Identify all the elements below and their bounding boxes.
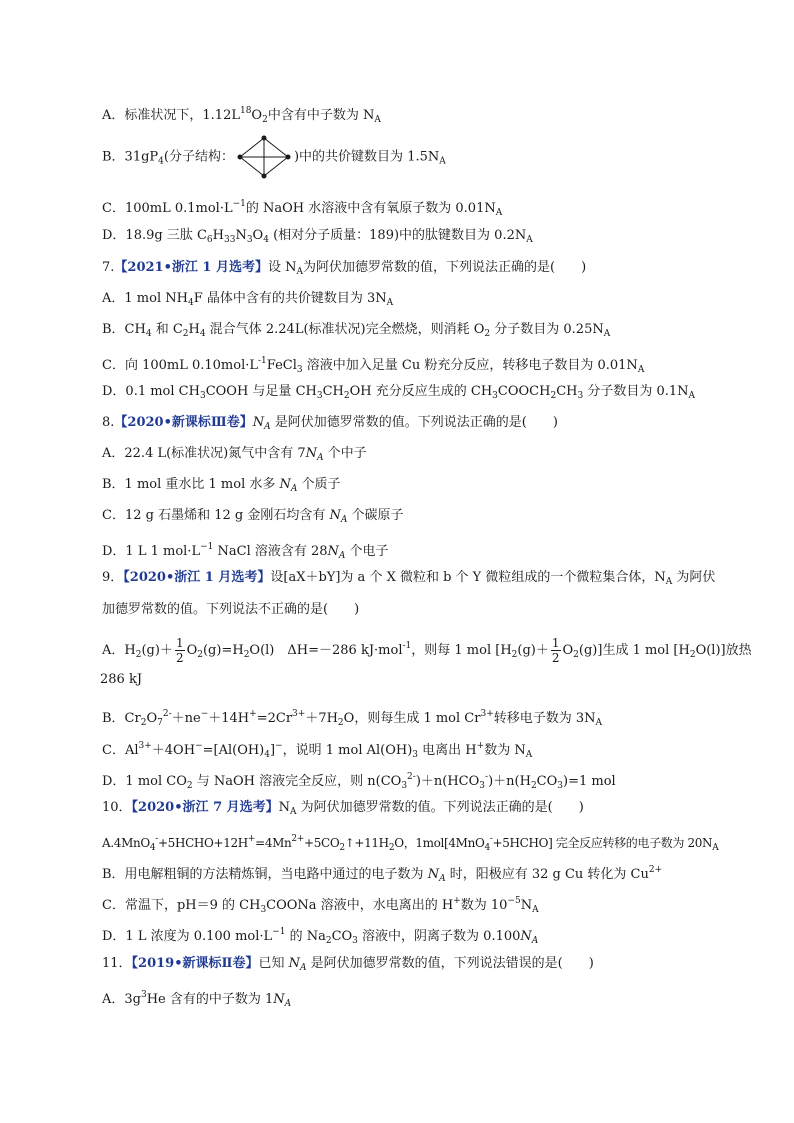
text: 中含有中子数为 N bbox=[267, 108, 375, 123]
subscript: A bbox=[374, 115, 381, 125]
text: C．12 g 石墨烯和 12 g 金刚石均含有 bbox=[102, 508, 330, 523]
subscript: 2 bbox=[337, 718, 344, 728]
superscript: - bbox=[485, 772, 489, 782]
subscript: A bbox=[688, 391, 696, 401]
subscript: 2 bbox=[325, 936, 332, 946]
superscript: 3+ bbox=[480, 709, 494, 719]
text: N bbox=[278, 800, 291, 815]
subscript: 6 bbox=[206, 235, 213, 245]
subscript: 3 bbox=[557, 781, 564, 791]
superscript: 3+ bbox=[292, 709, 306, 719]
question-11-stem bbox=[102, 955, 734, 977]
text: 分子数目为 0.25N bbox=[490, 322, 604, 337]
text: F 晶体中含有的共价键数目为 3N bbox=[193, 291, 387, 306]
superscript: − bbox=[200, 709, 209, 719]
text: B．Cr bbox=[102, 711, 141, 726]
fraction bbox=[551, 636, 561, 665]
subscript: A bbox=[338, 551, 346, 561]
text: O bbox=[251, 108, 263, 123]
text: ＋4OH bbox=[151, 743, 196, 758]
subscript: A bbox=[290, 807, 297, 817]
subscript: A bbox=[386, 298, 394, 308]
text: H bbox=[188, 322, 200, 337]
superscript: 3+ bbox=[138, 741, 152, 751]
text: )中的共价键数目为 1.5N bbox=[293, 149, 440, 165]
superscript: -1 bbox=[258, 356, 267, 366]
text: (g)=H bbox=[202, 643, 244, 658]
option-line bbox=[102, 830, 734, 857]
text: N bbox=[327, 544, 339, 559]
subscript: 3 bbox=[401, 781, 408, 791]
text: +5CO bbox=[304, 836, 340, 850]
question-8-stem bbox=[102, 414, 734, 436]
text: A．标准状况下，1.12L bbox=[102, 108, 240, 123]
option-line bbox=[102, 352, 734, 379]
text: FeCl bbox=[266, 358, 297, 373]
superscript: -1 bbox=[402, 641, 412, 651]
superscript: + bbox=[476, 741, 485, 751]
text: 与 NaOH 溶液完全反应，则 n(CO bbox=[192, 774, 402, 789]
text: O bbox=[252, 228, 264, 243]
text: C．常温下，pH＝9 的 CH bbox=[102, 898, 261, 913]
option-line bbox=[102, 148, 734, 171]
text: CH bbox=[556, 384, 578, 399]
text: (相对分子质量：189)中的肽键数目为 0.2N bbox=[268, 228, 527, 243]
text: B．31gP bbox=[102, 149, 159, 165]
subscript: A bbox=[526, 235, 533, 245]
superscript: −1 bbox=[272, 927, 286, 937]
text: He 含有的中子数为 1 bbox=[146, 992, 274, 1007]
text: 设 N bbox=[268, 260, 297, 275]
subscript: 2 bbox=[339, 843, 345, 853]
subscript: 3 bbox=[296, 365, 303, 375]
p4-molecule-structure bbox=[236, 134, 292, 180]
subscript: 3 bbox=[492, 391, 498, 401]
superscript: −5 bbox=[507, 896, 521, 906]
subscript: 2 bbox=[388, 843, 395, 853]
text: O，1mol[4MnO bbox=[394, 836, 485, 850]
text: 数为 N bbox=[484, 743, 526, 758]
question-7-stem bbox=[102, 259, 734, 281]
option-line bbox=[102, 923, 734, 950]
superscript: −1 bbox=[232, 199, 246, 209]
question-number: 8. bbox=[102, 415, 115, 430]
text: (g)]生成 1 mol [H bbox=[578, 643, 690, 658]
text: (g)＋ bbox=[517, 643, 549, 658]
text: N bbox=[520, 898, 533, 913]
text: A．H bbox=[102, 643, 136, 658]
option-line bbox=[102, 705, 734, 732]
text: 转移电子数为 3N bbox=[493, 711, 596, 726]
text: O(l) ΔH=－286 kJ·mol bbox=[249, 643, 403, 658]
question-source: 【2019•新课标Ⅱ卷】 bbox=[131, 956, 259, 971]
text: N bbox=[329, 508, 341, 523]
subscript: 2 bbox=[197, 650, 203, 660]
text: O bbox=[562, 643, 574, 658]
subscript: A bbox=[712, 843, 719, 853]
text: D．0.1 mol CH bbox=[102, 384, 200, 399]
subscript: A bbox=[525, 750, 533, 760]
subscript: A bbox=[665, 577, 673, 587]
text: NaCl 溶液含有 28 bbox=[213, 544, 328, 559]
question-source: 【2020•新课标Ⅲ卷】 bbox=[114, 415, 253, 430]
denominator: 2 bbox=[175, 651, 184, 665]
text: N bbox=[288, 956, 301, 971]
subscript: A bbox=[264, 422, 271, 432]
text: 电离出 H bbox=[418, 743, 477, 758]
text: ] bbox=[270, 743, 276, 758]
superscript: - bbox=[155, 834, 158, 844]
superscript: - bbox=[489, 834, 493, 844]
text: C．向 100mL 0.10mol·L bbox=[102, 358, 259, 373]
text: N bbox=[235, 228, 247, 243]
text: A.4MnO bbox=[102, 836, 150, 850]
subscript: 3 bbox=[246, 235, 253, 245]
subscript: 4 bbox=[264, 750, 270, 760]
option-line bbox=[102, 768, 734, 795]
text: +5HCHO+12H bbox=[157, 836, 248, 850]
text: H bbox=[212, 228, 224, 243]
text: ，说明 1 mol Al(OH) bbox=[282, 743, 413, 758]
option-line bbox=[102, 737, 734, 764]
text: A．3g bbox=[102, 992, 141, 1007]
text: N bbox=[273, 992, 285, 1007]
subscript: A bbox=[637, 365, 645, 375]
option-line bbox=[102, 321, 734, 343]
text: C．100mL 0.1mol·L bbox=[102, 201, 233, 216]
text: 是阿伏加德罗常数的值，下列说法错误的是( ) bbox=[306, 956, 594, 971]
option-line bbox=[102, 861, 734, 888]
subscript: 2 bbox=[573, 650, 579, 660]
text: 为阿伏加德罗常数的值，下列说法正确的是( ) bbox=[303, 260, 587, 275]
text: 286 kJ bbox=[100, 672, 143, 687]
option-line bbox=[102, 538, 734, 565]
text: N bbox=[252, 415, 265, 430]
subscript: 2 bbox=[550, 391, 557, 401]
text: N bbox=[305, 446, 318, 461]
subscript: 4 bbox=[263, 235, 269, 245]
subscript: 3 bbox=[412, 750, 419, 760]
subscript: 4 bbox=[145, 329, 152, 339]
subscript: 2 bbox=[689, 650, 696, 660]
subscript: A bbox=[296, 267, 304, 277]
subscript: A bbox=[284, 999, 292, 1009]
subscript: 3 bbox=[199, 391, 206, 401]
subscript: 4 bbox=[158, 156, 164, 167]
option-line bbox=[102, 195, 734, 222]
text: =4Mn bbox=[255, 836, 292, 850]
question-number: 7. bbox=[102, 260, 115, 275]
option-line bbox=[102, 290, 734, 312]
subscript: 2 bbox=[343, 391, 350, 401]
text: 溶液中加入足量 Cu 粉充分反应，转移电子数目为 0.01N bbox=[302, 358, 638, 373]
option-line bbox=[102, 445, 734, 467]
text: )=1 mol bbox=[563, 774, 616, 789]
subscript: 2 bbox=[484, 329, 491, 339]
subscript: 2 bbox=[243, 650, 250, 660]
superscript: + bbox=[453, 896, 461, 906]
text: O，则每生成 1 mol Cr bbox=[343, 711, 481, 726]
superscript: 3 bbox=[140, 990, 147, 1000]
text: 个电子 bbox=[345, 544, 389, 559]
superscript: 2- bbox=[162, 709, 172, 719]
subscript: A bbox=[532, 905, 539, 915]
superscript: 18 bbox=[239, 106, 252, 116]
subscript: 2 bbox=[186, 781, 193, 791]
text: O bbox=[146, 711, 158, 726]
text: 为阿伏加德罗常数的值。下列说法正确的是( ) bbox=[296, 800, 584, 815]
option-line bbox=[102, 892, 734, 919]
option-line bbox=[102, 986, 734, 1013]
subscript: 3 bbox=[352, 936, 358, 946]
fraction bbox=[175, 636, 185, 665]
option-line bbox=[102, 476, 734, 498]
question-number: 11． bbox=[102, 956, 132, 971]
text: ＋14H bbox=[208, 711, 250, 726]
text: 溶液中，阴离子数为 0.100 bbox=[357, 929, 521, 944]
subscript: 3 bbox=[577, 391, 584, 401]
option-line bbox=[102, 507, 734, 529]
subscript: 4 bbox=[149, 843, 156, 853]
subscript: A bbox=[340, 515, 348, 525]
text: 数为 10 bbox=[460, 898, 508, 913]
subscript: 4 bbox=[199, 329, 206, 339]
text: N bbox=[520, 929, 532, 944]
text: 设[aX＋bY]为 a 个 X 微粒和 b 个 Y 微粒组成的一个微粒集合体，N bbox=[270, 570, 666, 585]
text: COONa 溶液中，水电离出的 H bbox=[266, 898, 454, 913]
subscript: A bbox=[603, 329, 611, 339]
superscript: + bbox=[249, 709, 257, 719]
text: 个质子 bbox=[297, 477, 341, 492]
superscript: 2- bbox=[407, 772, 416, 782]
question-9-stem bbox=[102, 569, 734, 591]
subscript: 4 bbox=[187, 298, 194, 308]
superscript: 2+ bbox=[648, 865, 663, 875]
text: 的 Na bbox=[285, 929, 326, 944]
question-10-stem bbox=[102, 799, 734, 821]
text: 是阿伏加德罗常数的值。下列说法正确的是( ) bbox=[270, 415, 558, 430]
text: ，则每 1 mol [H bbox=[411, 643, 512, 658]
option-line bbox=[102, 636, 752, 665]
text: (g)＋ bbox=[141, 643, 173, 658]
question-source: 【2021•浙江 1 月选考】 bbox=[114, 260, 268, 275]
text: D．1 L 1 mol·L bbox=[102, 544, 201, 559]
superscript: − bbox=[275, 741, 283, 751]
text: 加德罗常数的值。下列说法不正确的是( ) bbox=[102, 602, 360, 617]
subscript: 7 bbox=[157, 718, 163, 728]
option-line bbox=[102, 227, 734, 249]
text: O bbox=[186, 643, 198, 658]
subscript: 2 bbox=[262, 115, 268, 125]
text: COOH 与足量 CH bbox=[205, 384, 317, 399]
subscript: A bbox=[300, 963, 307, 973]
text: B．1 mol 重水比 1 mol 水多 bbox=[102, 477, 280, 492]
subscript: 2 bbox=[511, 650, 518, 660]
question-number: 10． bbox=[102, 800, 132, 815]
text: CO bbox=[536, 774, 558, 789]
text: D．1 mol CO bbox=[102, 774, 187, 789]
denominator: 2 bbox=[551, 651, 560, 665]
text: 和 C bbox=[151, 322, 183, 337]
subscript: A bbox=[495, 208, 503, 218]
text: 混合气体 2.24L(标准状况)完全燃烧，则消耗 O bbox=[205, 322, 485, 337]
superscript: −1 bbox=[200, 542, 214, 552]
text: N bbox=[427, 867, 440, 882]
subscript: 2 bbox=[140, 718, 147, 728]
subscript: A bbox=[531, 936, 539, 946]
text: )＋n(HCO bbox=[415, 774, 480, 789]
superscript: 2+ bbox=[291, 834, 304, 844]
question-source: 【2020•浙江 1 月选考】 bbox=[123, 570, 271, 585]
text: ＋7H bbox=[305, 711, 338, 726]
text: +5HCHO] 完全反应转移的电子数为 20N bbox=[492, 836, 713, 850]
text: CH bbox=[322, 384, 344, 399]
subscript: 2 bbox=[182, 329, 189, 339]
text: A．1 mol NH bbox=[102, 291, 188, 306]
text: OH 充分反应生成的 CH bbox=[349, 384, 493, 399]
subscript: 3 bbox=[479, 781, 486, 791]
superscript: + bbox=[247, 834, 256, 844]
subscript: 33 bbox=[223, 235, 236, 245]
text: ↑+11H bbox=[344, 836, 389, 850]
text: =2Cr bbox=[256, 711, 293, 726]
text: 个碳原子 bbox=[347, 508, 404, 523]
text: A．22.4 L(标准状况)氮气中含有 7 bbox=[102, 446, 306, 461]
subscript: A bbox=[595, 718, 603, 728]
text: D．18.9g 三肽 C bbox=[102, 228, 207, 243]
question-source: 【2020•浙江 7 月选考】 bbox=[131, 800, 279, 815]
question-9-stem-cont bbox=[102, 601, 734, 619]
text: COOCH bbox=[497, 384, 551, 399]
text: B．CH bbox=[102, 322, 146, 337]
superscript: − bbox=[195, 741, 203, 751]
text: (分子结构： bbox=[163, 149, 234, 165]
subscript: A bbox=[317, 453, 324, 463]
text: )＋n(H bbox=[488, 774, 531, 789]
text: C．Al bbox=[102, 743, 139, 758]
text: O(l)]放热 bbox=[695, 643, 752, 658]
text: 分子数目为 0.1N bbox=[583, 384, 689, 399]
subscript: A bbox=[439, 874, 446, 884]
subscript: 2 bbox=[135, 650, 142, 660]
subscript: 3 bbox=[260, 905, 267, 915]
text: 为阿伏 bbox=[672, 570, 716, 585]
text: 的 NaOH 水溶液中含有氧原子数为 0.01N bbox=[245, 201, 496, 216]
subscript: 2 bbox=[530, 781, 537, 791]
option-line bbox=[102, 383, 734, 405]
text: ＋ne bbox=[171, 711, 201, 726]
numerator: 1 bbox=[175, 636, 184, 650]
text: 已知 bbox=[258, 956, 289, 971]
text: N bbox=[279, 477, 291, 492]
option-line-cont bbox=[100, 671, 734, 689]
subscript: 4 bbox=[484, 843, 490, 853]
text: 个中子 bbox=[323, 446, 367, 461]
option-line bbox=[102, 102, 734, 129]
subscript: A bbox=[439, 156, 446, 167]
text: B．用电解粗铜的方法精炼铜，当电路中通过的电子数为 bbox=[102, 867, 428, 882]
text: =[Al(OH) bbox=[202, 743, 265, 758]
text: CO bbox=[331, 929, 353, 944]
subscript: 3 bbox=[316, 391, 323, 401]
subscript: A bbox=[290, 484, 298, 494]
numerator: 1 bbox=[551, 636, 560, 650]
text: 时，阳极应有 32 g Cu 转化为 Cu bbox=[445, 867, 649, 882]
text: D．1 L 浓度为 0.100 mol·L bbox=[102, 929, 273, 944]
question-number: 9． bbox=[102, 570, 124, 585]
